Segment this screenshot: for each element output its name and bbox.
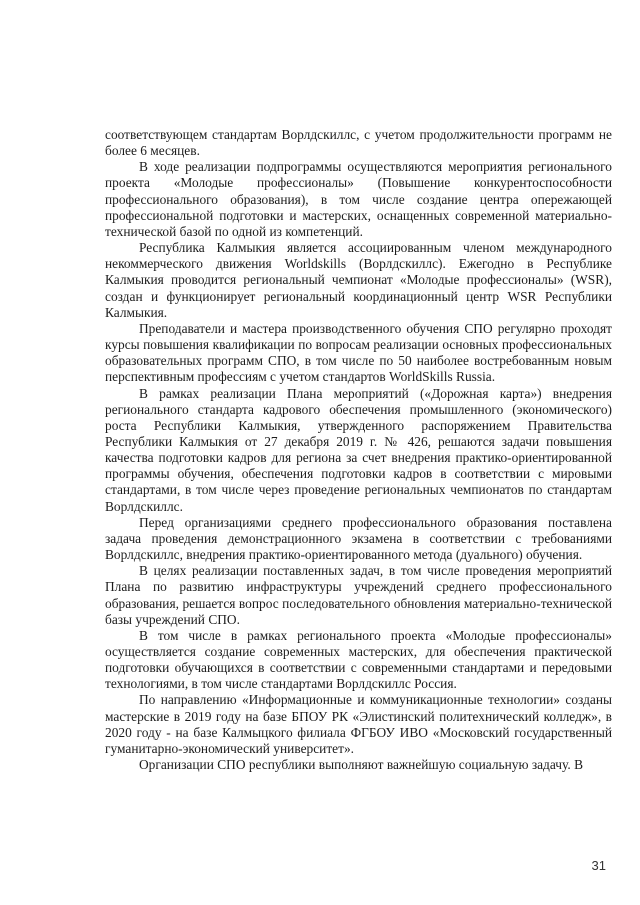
paragraph: В том числе в рамках регионального проекта «Молодые профессионалы» осуществляется создание современных мастерских, для обеспечения практической подготовки обучающихся в соответствии с современными стандартами и передовыми технологиями, в том числе стандартами Ворлдскиллс Россия.: [105, 627, 612, 692]
paragraph-continuation: соответствующем стандартам Ворлдскиллс, с учетом продолжительности программ не более 6 месяцев.: [105, 127, 612, 159]
paragraph: По направлению «Информационные и коммуникационные технологии» созданы мастерские в 2019 году на базе БПОУ РК «Элистинский политехнический колледж», в 2020 году - на базе Калмыцкого филиала ФГБОУ ИВО «Московский государственный гуманитарно-экономический университет».: [105, 692, 612, 756]
paragraph: Республика Калмыкия является ассоциированным членом международного некоммерческого движения Worldskills (Ворлдскиллс). Ежегодно в Республике Калмыкия проводится региональный чемпионат «Молодые профессионалы» (WSR), создан и функционирует региональный координационный центр WSR Республики Калмыкия.: [105, 240, 612, 320]
page-number: 31: [591, 858, 606, 873]
paragraph: Организации СПО республики выполняют важнейшую социальную задачу. В: [139, 757, 583, 773]
paragraph: В целях реализации поставленных задач, в том числе проведения мероприятий Плана по развитию инфраструктуры учреждений среднего профессионального образования, решается вопрос последовательного обновления материально-технической базы учреждений СПО.: [105, 563, 612, 627]
body-text: [105, 127, 612, 773]
paragraph: Преподаватели и мастера производственного обучения СПО регулярно проходят курсы повышения квалификации по вопросам реализации основных профессиональных образовательных программ СПО, в том числе по 50 наиболее востребованным новым перспективным профессиям с учетом стандартов WorldSkills Russia.: [105, 320, 612, 385]
paragraph: Перед организациями среднего профессионального образования поставлена задача проведения демонстрационного экзамена в соответствии с требованиями Ворлдскиллс, внедрения практико-ориентированного метода (дуального) обучения.: [105, 514, 612, 563]
paragraph: В рамках реализации Плана мероприятий («Дорожная карта») внедрения регионального стандарта кадрового обеспечения промышленного (экономического) роста Республики Калмыкия, утвержденного распоряжением Правительства Республики Калмыкия от 27 декабря 2019 г. № 426, решаются задачи повышения качества подготовки кадров для региона за счет внедрения практико-ориентированной программы обучения, обеспечения подготовки кадров в соответствии с мировыми стандартами, в том числе через проведение региональных чемпионатов по стандартам Ворлдскиллс.: [105, 385, 612, 514]
paragraph: В ходе реализации подпрограммы осуществляются мероприятия регионального проекта «Молодые профессионалы» (Повышение конкурентоспособности профессионального образования), в том числе создание центра опережающей профессиональной подготовки и мастерских, оснащенных современной материально-технической базой по одной из компетенций.: [105, 159, 612, 239]
